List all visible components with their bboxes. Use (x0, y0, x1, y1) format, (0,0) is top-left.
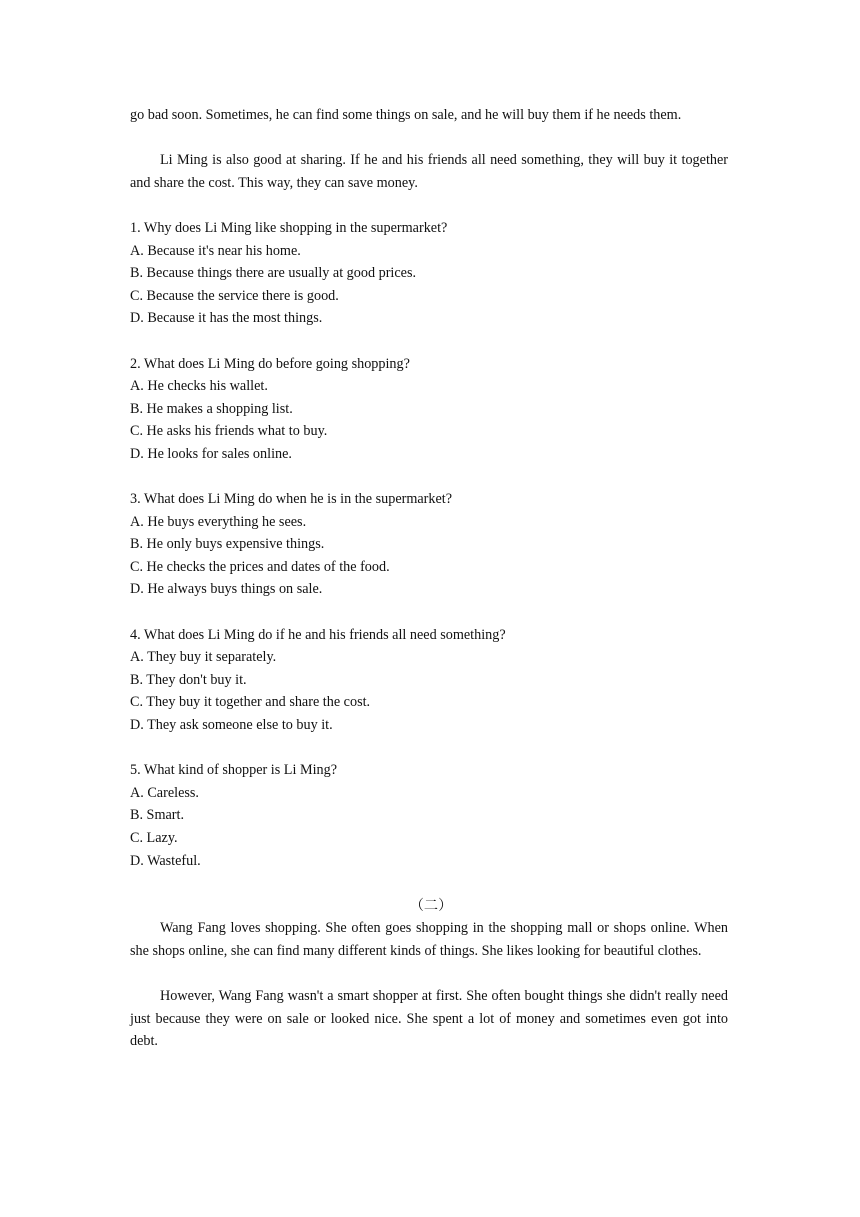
option-c: C. They buy it together and share the cost. (130, 694, 371, 711)
option-b: B. He only buys expensive things. (130, 536, 325, 553)
option-a: A. He buys everything he sees. (130, 513, 307, 530)
spacer (130, 601, 728, 624)
passage1-paragraph: Li Ming is also good at sharing. If he and his friends all need something, they will buy it together and share the cost. This way, they can save money. (130, 152, 728, 191)
option-b: B. He makes a shopping list. (130, 400, 293, 417)
option-a: A. Careless. (130, 784, 199, 801)
question-text: 5. What kind of shopper is Li Ming? (130, 762, 338, 779)
spacer (130, 872, 728, 895)
question-text: 1. Why does Li Ming like shopping in the supermarket? (130, 219, 448, 236)
question-2 (130, 353, 728, 466)
question-text: 2. What does Li Ming do before going shopping? (130, 355, 410, 372)
passage2-paragraph-1: Wang Fang loves shopping. She often goes shopping in the shopping mall or shops online. When she shops online, she can find many different kinds of things. She likes looking for beautiful clothes. (130, 920, 728, 959)
section-title: （二） (409, 897, 453, 914)
spacer (130, 466, 728, 489)
option-b: B. Smart. (130, 807, 184, 824)
option-a: A. He checks his wallet. (130, 378, 268, 395)
spacer (130, 737, 728, 760)
option-d: D. He looks for sales online. (130, 445, 292, 462)
option-c: C. He checks the prices and dates of the food. (130, 558, 390, 575)
passage1-continuation: go bad soon. Sometimes, he can find some things on sale, and he will buy them if he needs them. (130, 107, 682, 123)
option-d: D. He always buys things on sale. (130, 581, 323, 598)
spacer (130, 963, 728, 986)
question-5 (130, 759, 728, 872)
question-text: 3. What does Li Ming do when he is in the supermarket? (130, 491, 453, 508)
question-4 (130, 624, 728, 737)
question-text: 4. What does Li Ming do if he and his friends all need something? (130, 626, 506, 643)
document-page (130, 104, 728, 1053)
option-b: B. Because things there are usually at good prices. (130, 265, 417, 282)
option-c: C. He asks his friends what to buy. (130, 423, 328, 440)
option-d: D. Because it has the most things. (130, 310, 323, 327)
passage2-paragraph-2: However, Wang Fang wasn't a smart shopper at first. She often bought things she didn't really need just because they were on sale or looked nice. She spent a lot of money and sometimes even got into debt. (130, 988, 728, 1050)
option-d: D. They ask someone else to buy it. (130, 717, 333, 734)
option-c: C. Lazy. (130, 830, 178, 846)
question-1 (130, 217, 728, 330)
option-a: A. Because it's near his home. (130, 242, 301, 259)
spacer (130, 127, 728, 150)
question-3 (130, 488, 728, 601)
option-a: A. They buy it separately. (130, 649, 277, 666)
option-b: B. They don't buy it. (130, 671, 247, 688)
spacer (130, 194, 728, 217)
spacer (130, 330, 728, 353)
option-c: C. Because the service there is good. (130, 287, 339, 304)
option-d: D. Wasteful. (130, 852, 201, 869)
